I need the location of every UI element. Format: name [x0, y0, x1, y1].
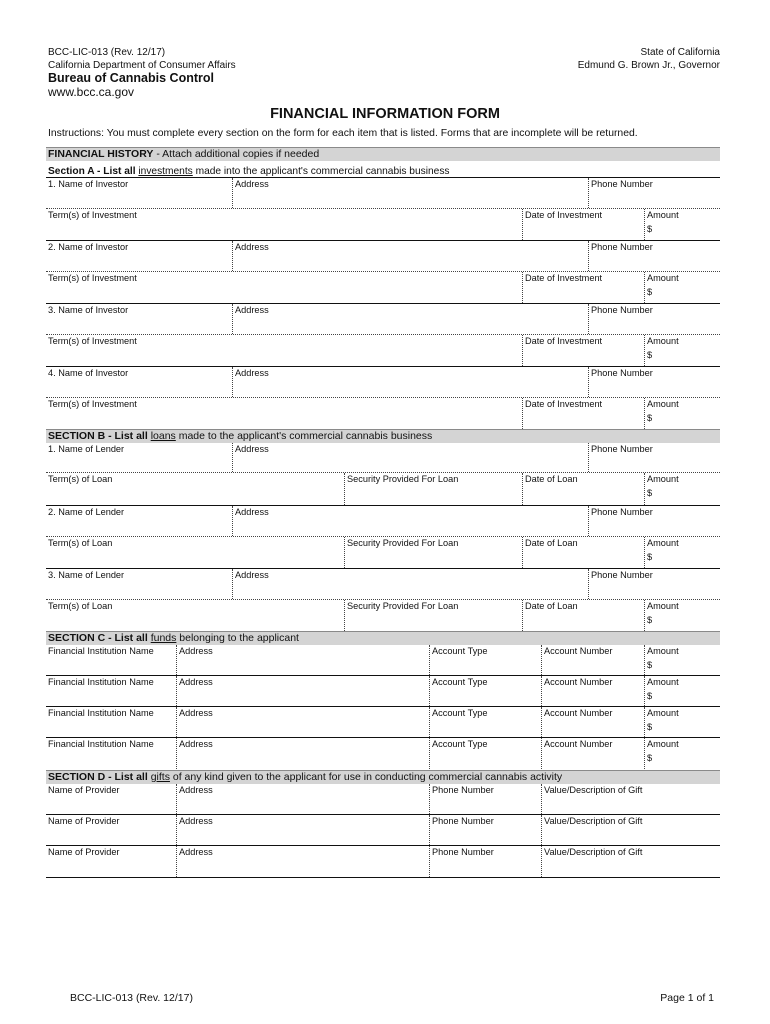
lender-name-field[interactable]: 2. Name of Lender — [48, 507, 125, 517]
footer-form-code: BCC-LIC-013 (Rev. 12/17) — [70, 992, 193, 1004]
loan-terms-field[interactable]: Term(s) of Loan — [48, 601, 113, 611]
section-a-lead: Section A - List all — [48, 166, 139, 177]
provider-name-field[interactable]: Name of Provider — [48, 785, 120, 795]
account-number-field[interactable]: Account Number — [541, 645, 644, 675]
investor-name-field[interactable]: 3. Name of Investor — [48, 305, 129, 315]
amount-label: Amount — [647, 708, 679, 718]
currency-symbol: $ — [647, 660, 653, 670]
provider-address-field[interactable]: Address — [176, 815, 429, 845]
institution-address-field[interactable]: Address — [176, 738, 429, 769]
investment-date-field[interactable]: Date of Investment — [522, 209, 644, 240]
investment-row — [46, 272, 720, 304]
account-type-field[interactable]: Account Type — [429, 645, 541, 675]
currency-symbol: $ — [647, 224, 653, 234]
investor-address-field[interactable]: Address — [232, 367, 588, 397]
fund-row — [46, 645, 720, 676]
amount-label: Amount — [647, 677, 679, 687]
investor-address-field[interactable]: Address — [232, 241, 588, 271]
section-b-lead: SECTION B - List all — [48, 430, 151, 442]
investment-amount-field[interactable] — [644, 272, 720, 303]
gift-value-field[interactable]: Value/Description of Gift — [541, 784, 720, 814]
currency-symbol: $ — [647, 722, 653, 732]
section-c-band — [46, 631, 720, 645]
investor-row — [46, 367, 720, 398]
gift-row — [46, 784, 720, 815]
governor-name: Edmund G. Brown Jr., Governor — [577, 60, 720, 71]
loan-date-field[interactable]: Date of Loan — [522, 473, 644, 505]
investor-address-field[interactable]: Address — [232, 178, 588, 208]
lender-name-field[interactable]: 1. Name of Lender — [48, 444, 125, 454]
section-a-keyword: investments — [138, 166, 193, 177]
investment-amount-field[interactable] — [644, 209, 720, 240]
department-name: California Department of Consumer Affairs — [48, 60, 236, 71]
provider-phone-field[interactable]: Phone Number — [429, 815, 541, 845]
investment-row — [46, 209, 720, 241]
investment-row — [46, 335, 720, 367]
section-a-table — [46, 177, 720, 429]
gift-value-field[interactable]: Value/Description of Gift — [541, 815, 720, 845]
investment-date-field[interactable]: Date of Investment — [522, 398, 644, 429]
loan-amount-field[interactable] — [644, 473, 720, 505]
loan-security-field[interactable]: Security Provided For Loan — [344, 600, 522, 631]
institution-address-field[interactable]: Address — [176, 707, 429, 737]
section-c-lead: SECTION C - List all — [48, 632, 151, 644]
section-b-keyword: loans — [150, 430, 176, 442]
account-number-field[interactable]: Account Number — [541, 707, 644, 737]
gift-row — [46, 846, 720, 878]
loan-row — [46, 537, 720, 569]
amount-label: Amount — [647, 273, 679, 283]
section-c-keyword: funds — [150, 632, 177, 644]
institution-name-field[interactable]: Financial Institution Name — [48, 708, 154, 718]
section-c-table — [46, 645, 720, 769]
investment-terms-field[interactable]: Term(s) of Investment — [48, 273, 137, 283]
investment-terms-field[interactable]: Term(s) of Investment — [48, 210, 137, 220]
investor-phone-field[interactable]: Phone Number — [588, 178, 720, 208]
fund-row — [46, 738, 720, 769]
investment-amount-field[interactable] — [644, 398, 720, 429]
provider-name-field[interactable]: Name of Provider — [48, 816, 120, 826]
provider-address-field[interactable]: Address — [176, 846, 429, 877]
investor-name-field[interactable]: 4. Name of Investor — [48, 368, 129, 378]
investor-row — [46, 178, 720, 209]
lender-address-field[interactable]: Address — [232, 506, 588, 536]
currency-symbol: $ — [647, 691, 653, 701]
amount-label: Amount — [647, 601, 679, 611]
investor-phone-field[interactable]: Phone Number — [588, 304, 720, 334]
lender-address-field[interactable]: Address — [232, 443, 588, 472]
investment-terms-field[interactable]: Term(s) of Investment — [48, 399, 137, 409]
loan-amount-field[interactable] — [644, 537, 720, 568]
investment-row — [46, 398, 720, 429]
investment-date-field[interactable]: Date of Investment — [522, 272, 644, 303]
financial-history-title: FINANCIAL HISTORY — [48, 148, 154, 160]
instructions: Instructions: You must complete every section on the form for each item that is listed. Forms that are incomplete will be returned. — [48, 128, 638, 139]
form-title: FINANCIAL INFORMATION FORM — [270, 106, 500, 122]
currency-symbol: $ — [647, 552, 653, 562]
gift-row — [46, 815, 720, 846]
investment-amount-field[interactable] — [644, 335, 720, 366]
provider-name-field[interactable]: Name of Provider — [48, 847, 120, 857]
account-type-field[interactable]: Account Type — [429, 707, 541, 737]
lender-row — [46, 506, 720, 537]
currency-symbol: $ — [647, 413, 653, 423]
loan-date-field[interactable]: Date of Loan — [522, 600, 644, 631]
fund-row — [46, 676, 720, 707]
investor-phone-field[interactable]: Phone Number — [588, 241, 720, 271]
investor-name-field[interactable]: 2. Name of Investor — [48, 242, 129, 252]
section-b-table — [46, 443, 720, 631]
institution-address-field[interactable]: Address — [176, 676, 429, 706]
state-name: State of California — [640, 47, 720, 58]
currency-symbol: $ — [647, 753, 653, 763]
bureau-name: Bureau of Cannabis Control — [48, 71, 214, 85]
section-d-band — [46, 770, 720, 784]
form-code: BCC-LIC-013 (Rev. 12/17) — [48, 47, 166, 58]
lender-name-field[interactable]: 3. Name of Lender — [48, 570, 125, 580]
loan-row — [46, 473, 720, 506]
loan-security-field[interactable]: Security Provided For Loan — [344, 537, 522, 568]
currency-symbol: $ — [647, 287, 653, 297]
provider-phone-field[interactable]: Phone Number — [429, 784, 541, 814]
investor-name-field[interactable]: 1. Name of Investor — [48, 179, 129, 189]
lender-phone-field[interactable]: Phone Number — [588, 569, 720, 599]
fund-amount-field[interactable] — [644, 738, 720, 769]
investor-address-field[interactable]: Address — [232, 304, 588, 334]
section-a-rest: made into the applicant's commercial cannabis business — [192, 166, 450, 177]
account-type-field[interactable]: Account Type — [429, 676, 541, 706]
amount-label: Amount — [647, 399, 679, 409]
lender-row — [46, 569, 720, 600]
fund-amount-field[interactable] — [644, 645, 720, 675]
account-type-field[interactable]: Account Type — [429, 738, 541, 769]
account-number-field[interactable]: Account Number — [541, 676, 644, 706]
section-d-rest: of any kind given to the applicant for use in conducting commercial cannabis activity — [169, 771, 563, 783]
investment-date-field[interactable]: Date of Investment — [522, 335, 644, 366]
investment-terms-field[interactable]: Term(s) of Investment — [48, 336, 137, 346]
loan-terms-field[interactable]: Term(s) of Loan — [48, 538, 113, 548]
provider-phone-field[interactable]: Phone Number — [429, 846, 541, 877]
loan-row — [46, 600, 720, 631]
currency-symbol: $ — [647, 615, 653, 625]
loan-security-field[interactable]: Security Provided For Loan — [344, 473, 522, 505]
institution-address-field[interactable]: Address — [176, 645, 429, 675]
financial-history-band — [46, 147, 720, 161]
financial-history-note: - Attach additional copies if needed — [153, 148, 320, 160]
section-b-rest: made to the applicant's commercial cannabis business — [175, 430, 433, 442]
section-c-rest: belonging to the applicant — [176, 632, 299, 644]
provider-address-field[interactable]: Address — [176, 784, 429, 814]
section-a-heading — [48, 166, 450, 177]
currency-symbol: $ — [647, 350, 653, 360]
lender-address-field[interactable]: Address — [232, 569, 588, 599]
amount-label: Amount — [647, 210, 679, 220]
amount-label: Amount — [647, 474, 679, 484]
section-d-keyword: gifts — [150, 771, 170, 783]
amount-label: Amount — [647, 538, 679, 548]
lender-phone-field[interactable]: Phone Number — [588, 443, 720, 472]
investor-row — [46, 241, 720, 272]
lender-row — [46, 443, 720, 473]
amount-label: Amount — [647, 646, 679, 656]
account-number-field[interactable]: Account Number — [541, 738, 644, 769]
gift-value-field[interactable]: Value/Description of Gift — [541, 846, 720, 877]
loan-amount-field[interactable] — [644, 600, 720, 631]
loan-terms-field[interactable]: Term(s) of Loan — [48, 474, 113, 484]
institution-name-field[interactable]: Financial Institution Name — [48, 646, 154, 656]
investor-row — [46, 304, 720, 335]
amount-label: Amount — [647, 739, 679, 749]
currency-symbol: $ — [647, 488, 653, 498]
institution-name-field[interactable]: Financial Institution Name — [48, 739, 154, 749]
amount-label: Amount — [647, 336, 679, 346]
institution-name-field[interactable]: Financial Institution Name — [48, 677, 154, 687]
section-b-band — [46, 429, 720, 443]
section-d-table — [46, 784, 720, 878]
loan-date-field[interactable]: Date of Loan — [522, 537, 644, 568]
lender-phone-field[interactable]: Phone Number — [588, 506, 720, 536]
website: www.bcc.ca.gov — [48, 85, 135, 99]
fund-row — [46, 707, 720, 738]
page-number: Page 1 of 1 — [660, 992, 714, 1004]
fund-amount-field[interactable] — [644, 707, 720, 737]
fund-amount-field[interactable] — [644, 676, 720, 706]
section-d-lead: SECTION D - List all — [48, 771, 151, 783]
investor-phone-field[interactable]: Phone Number — [588, 367, 720, 397]
